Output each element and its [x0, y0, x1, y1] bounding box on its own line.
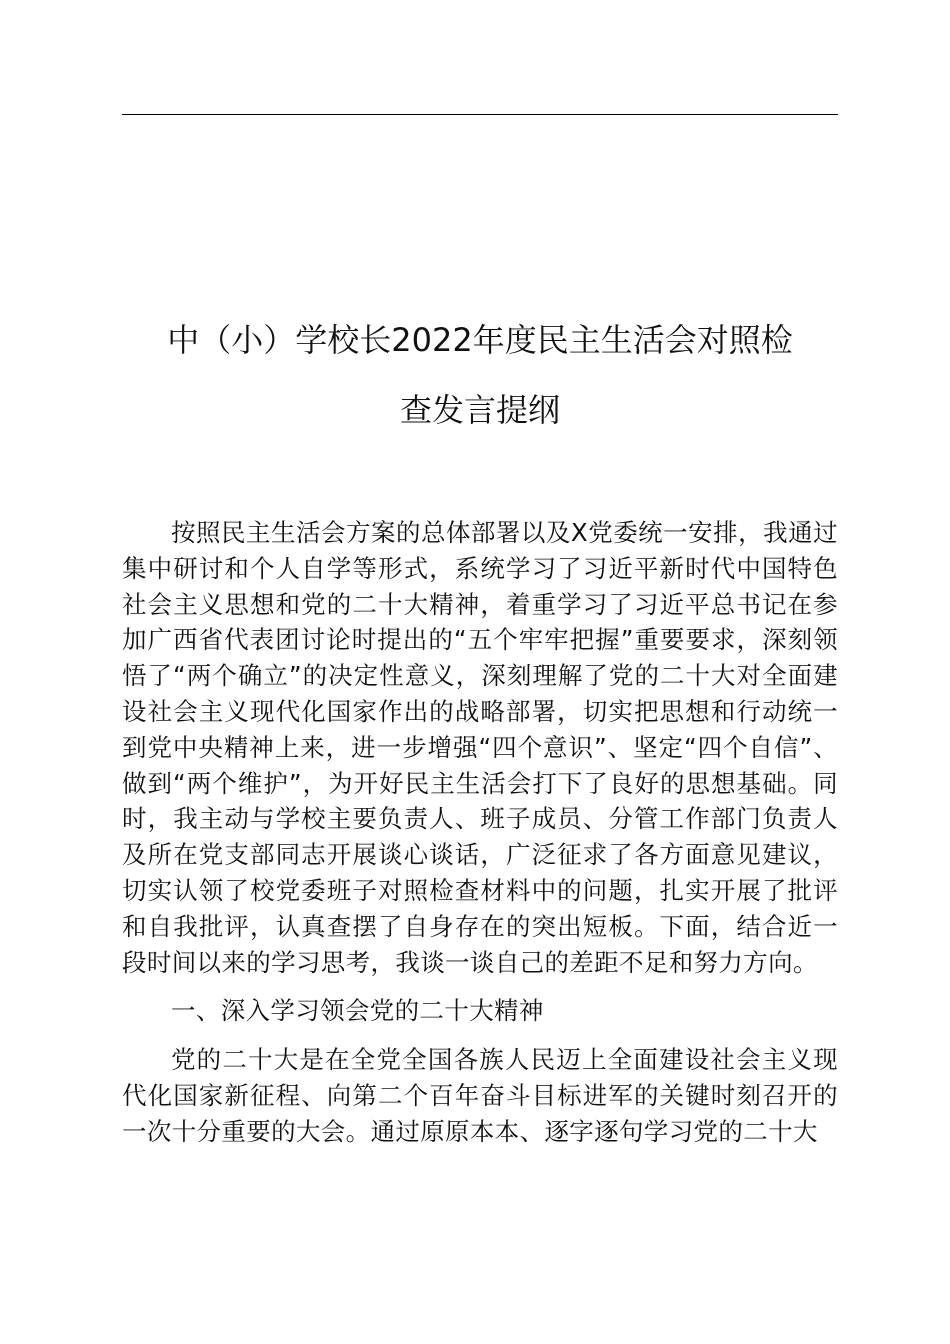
section-1-paragraph: 党的二十大是在全党全国各族人民迈上全面建设社会主义现代化国家新征程、向第二个百年奋斗目标进军的关键时刻召开的一次十分重要的大会。通过原原本本、逐字逐句学习党的二十大: [122, 1045, 838, 1146]
document-title: [110, 305, 850, 445]
section-heading-1: 一、深入学习领会党的二十大精神: [171, 996, 544, 1026]
intro-paragraph: 按照民主生活会方案的总体部署以及X党委统一安排，我通过集中研讨和个人自学等形式，系统学习了习近平新时代中国特色社会主义思想和党的二十大精神，着重学习了习近平总书记在参加广西省代表团讨论时提出的“五个牢牢把握”重要要求，深刻领悟了“两个确立”的决定性意义，深刻理解了党的二十大对全面建设社会主义现代化国家作出的战略部署，切实把思想和行动统一到党中央精神上来，进一步增强“四个意识”、坚定“四个自信”、做到“两个维护”，为开好民主生活会打下了良好的思想基础。同时，我主动与学校主要负责人、班子成员、分管工作部门负责人及所在党支部同志开展谈心谈话，广泛征求了各方面意见建议，切实认领了校党委班子对照检查材料中的问题，扎实开展了批评和自我批评，认真查摆了自身存在的突出短板。下面，结合近一段时间以来的学习思考，我谈一谈自己的差距不足和努力方向。: [122, 518, 838, 977]
title-line-1: 中（小）学校长2022年度民主生活会对照检: [167, 321, 793, 359]
title-line-2: 查发言提纲: [399, 391, 560, 429]
header-rule: [122, 114, 838, 115]
document-body: [122, 515, 838, 1150]
